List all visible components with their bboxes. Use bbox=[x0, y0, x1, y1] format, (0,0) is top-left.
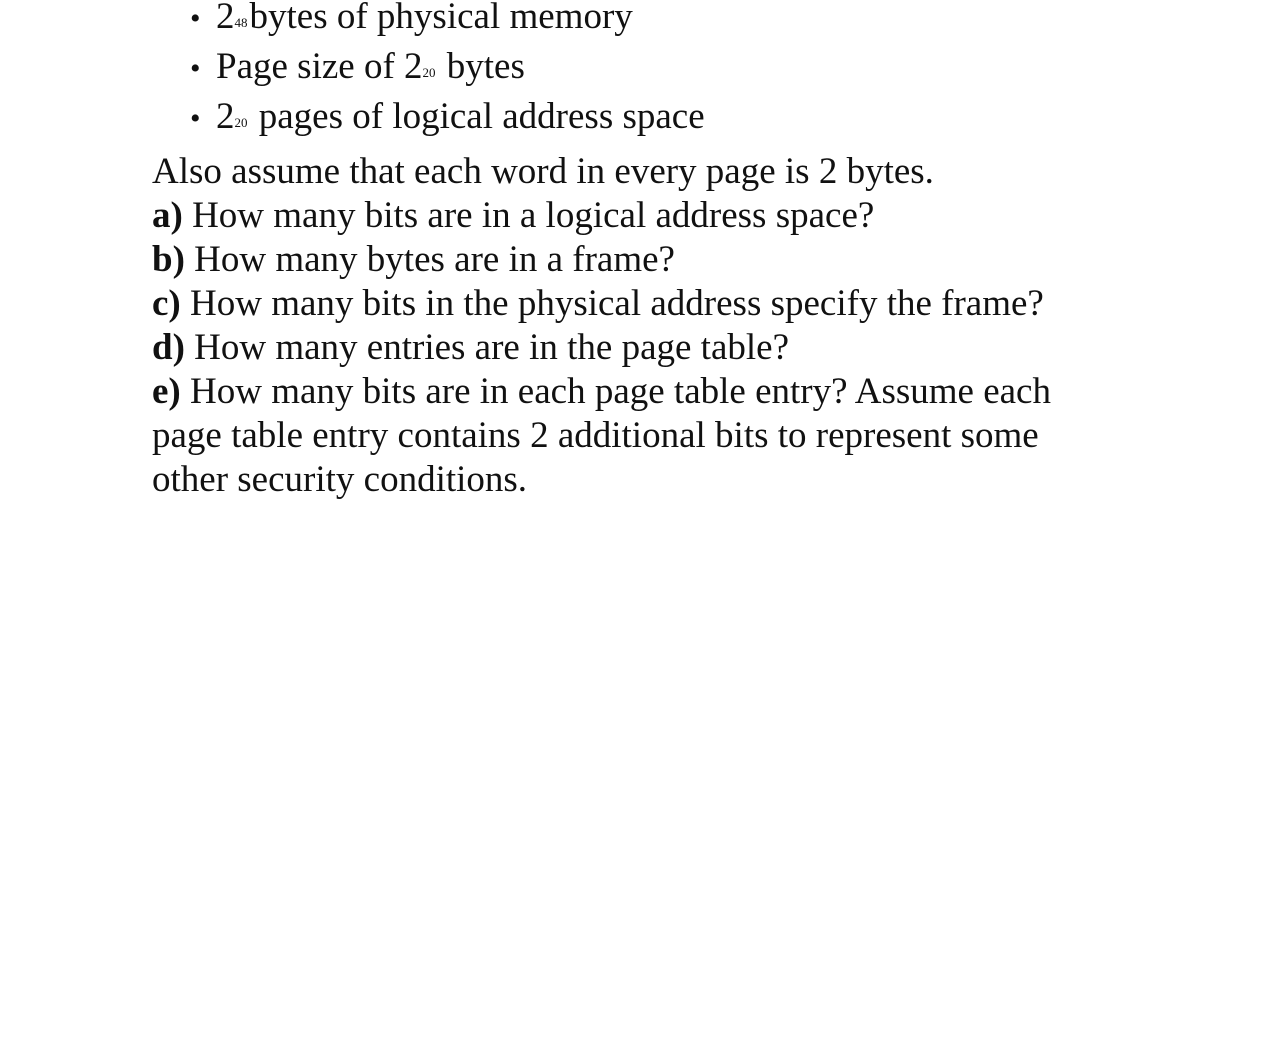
question-text: How many bits are in each page table entry? Assume each page table entry contains 2 additional bits to represent some other security conditions. bbox=[152, 371, 1051, 500]
question-text: How many entries are in the page table? bbox=[184, 327, 789, 368]
question-block bbox=[152, 150, 1112, 502]
question-e bbox=[152, 370, 1112, 502]
bullet-icon: • bbox=[190, 2, 201, 35]
power-exponent: 20 bbox=[234, 115, 248, 130]
question-text: How many bytes are in a frame? bbox=[184, 239, 675, 280]
power-base: 2 bbox=[216, 96, 235, 137]
bullet-icon: • bbox=[190, 52, 201, 85]
question-text: How many bits are in a logical address space? bbox=[182, 195, 875, 236]
question-c bbox=[152, 282, 1112, 326]
assumption-text: Also assume that each word in every page is 2 bytes. bbox=[152, 151, 934, 192]
question-label: c) bbox=[152, 283, 181, 324]
bullet-logical-pages bbox=[190, 92, 705, 142]
power-exponent: 20 bbox=[422, 65, 436, 80]
question-a bbox=[152, 194, 1112, 238]
power-exponent: 48 bbox=[234, 15, 248, 30]
question-d bbox=[152, 326, 1112, 370]
question-text: How many bits in the physical address specify the frame? bbox=[180, 283, 1044, 324]
bullet-text: pages of logical address space bbox=[249, 96, 705, 137]
bullet-text: bytes of physical memory bbox=[249, 0, 633, 37]
bullet-page-size bbox=[190, 42, 705, 92]
assumptions-bullet-list bbox=[190, 0, 705, 142]
bullet-prefix: Page size of 2 bbox=[216, 46, 423, 87]
question-label: d) bbox=[152, 327, 185, 368]
question-label: b) bbox=[152, 239, 185, 280]
bullet-text: bytes bbox=[437, 46, 525, 87]
bullet-physical-memory bbox=[190, 0, 705, 42]
bullet-icon: • bbox=[190, 102, 201, 135]
question-label: a) bbox=[152, 195, 183, 236]
power-base: 2 bbox=[216, 0, 235, 37]
question-label: e) bbox=[152, 371, 181, 412]
question-b bbox=[152, 238, 1112, 282]
